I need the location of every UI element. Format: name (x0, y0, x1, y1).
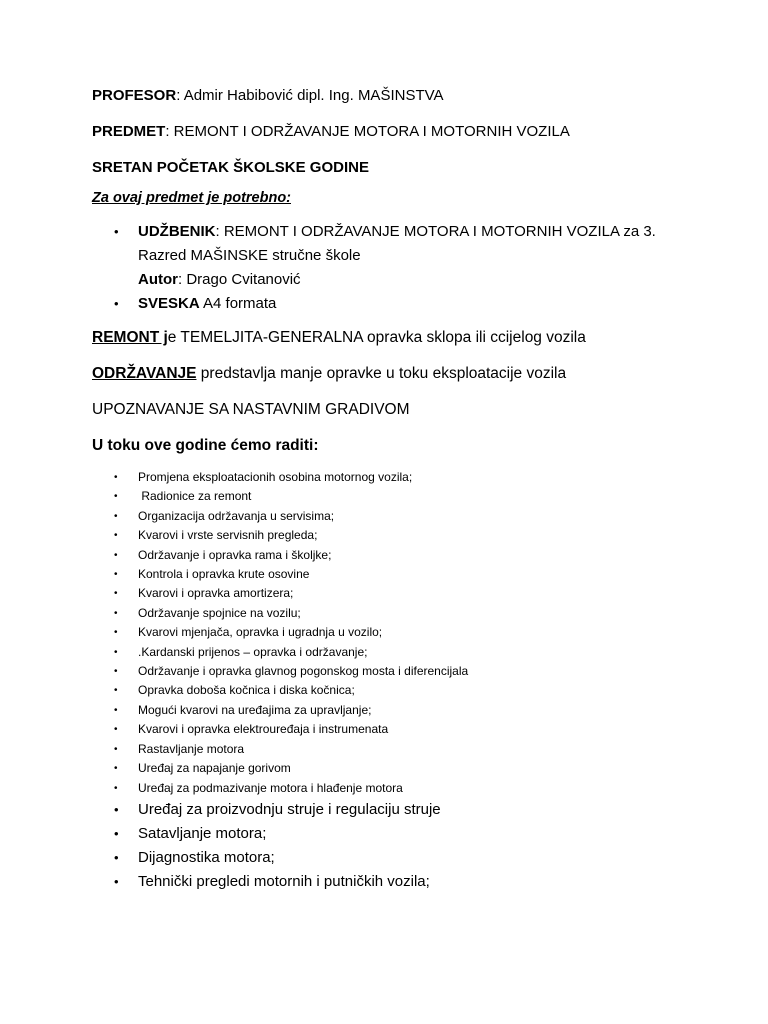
topic-text: Satavljanje motora; (138, 824, 267, 842)
bullet-icon: • (114, 666, 118, 678)
topics-list-large (92, 798, 732, 894)
bullet-icon: • (114, 607, 118, 619)
list-item (92, 468, 732, 487)
bullet-icon: • (114, 825, 119, 841)
list-item (92, 779, 732, 798)
remont-label: REMONT j (92, 329, 168, 346)
bullet-icon: • (114, 627, 118, 639)
list-item (92, 643, 732, 662)
list-item (92, 740, 732, 759)
topic-text: Radionice za remont (138, 489, 252, 504)
bullet-icon: • (114, 646, 118, 658)
bullet-icon: • (114, 801, 119, 817)
required-list (92, 220, 732, 316)
bullet-icon: • (114, 224, 119, 239)
list-item (92, 487, 732, 506)
textbook-title: : REMONT I ODRŽAVANJE MOTORA I MOTORNIH VOZILA za 3. (215, 223, 656, 240)
list-item-textbook (92, 220, 732, 292)
topic-text: Uređaj za podmazivanje motora i hlađenje motora (138, 780, 403, 795)
list-item (92, 565, 732, 584)
bullet-icon: • (114, 763, 118, 775)
topic-text: Organizacija održavanja u servisima; (138, 508, 335, 523)
topic-text: Kontrola i opravka krute osovine (138, 567, 310, 582)
list-item (92, 759, 732, 778)
subject-label: PREDMET (92, 123, 166, 140)
list-item (92, 604, 732, 623)
topic-text: Održavanje spojnice na vozilu; (138, 605, 301, 620)
list-item (92, 701, 732, 720)
author-label: Autor (138, 271, 178, 288)
textbook-grade: Razred MAŠINSKE stručne škole (138, 247, 361, 264)
bullet-icon: • (114, 704, 118, 716)
bullet-icon: • (114, 530, 118, 542)
bullet-icon: • (114, 685, 118, 697)
textbook-label: UDŽBENIK (138, 223, 216, 240)
list-item (92, 507, 732, 526)
list-item (92, 584, 732, 603)
topic-text: Kvarovi mjenjača, opravka i ugradnja u vozilo; (138, 625, 383, 640)
professor-label: PROFESOR (92, 87, 177, 104)
document-page (92, 86, 732, 894)
topic-text: Promjena eksploatacionih osobina motornog vozila; (138, 470, 413, 484)
bullet-icon: • (114, 743, 118, 755)
bullet-icon: • (114, 472, 118, 483)
list-item (92, 846, 732, 870)
bullet-icon: • (114, 849, 119, 865)
bullet-icon: • (114, 491, 118, 503)
bullet-icon: • (114, 873, 119, 889)
topic-text: Opravka doboša kočnica i diska kočnica; (138, 683, 355, 698)
list-item (92, 526, 732, 545)
topic-text: Uređaj za napajanje gorivom (138, 761, 291, 776)
remont-definition (92, 328, 732, 348)
topic-text: Rastavljanje motora (138, 741, 245, 756)
notebook-text: A4 formata (199, 295, 277, 312)
remont-text: e TEMELJITA-GENERALNA opravka sklopa ili ccijelog vozila (167, 329, 586, 346)
topic-text: .Kardanski prijenos – opravka i održavanje; (138, 644, 368, 659)
required-heading: Za ovaj predmet je potrebno: (92, 190, 291, 206)
bullet-icon: • (114, 782, 118, 794)
notebook-label: SVESKA (138, 295, 200, 312)
bullet-icon: • (114, 588, 118, 600)
subject-text: : REMONT I ODRŽAVANJE MOTORA I MOTORNIH VOZILA (165, 123, 570, 140)
topic-text: Kvarovi i opravka elektrouređaja i instrumenata (138, 722, 389, 737)
topic-text: Kvarovi i opravka amortizera; (138, 586, 294, 601)
topic-text: Uređaj za proizvodnju struje i regulaciju struje (138, 800, 441, 818)
professor-text: : Admir Habibović dipl. Ing. MAŠINSTVA (176, 87, 444, 104)
topic-text: Tehnički pregledi motornih i putničkih vozila; (138, 872, 430, 890)
year-heading: U toku ove godine ćemo raditi: (92, 437, 319, 454)
greeting-line: SRETAN POČETAK ŠKOLSKE GODINE (92, 159, 369, 176)
list-item (92, 798, 732, 822)
intro-line: UPOZNAVANJE SA NASTAVNIM GRADIVOM (92, 401, 410, 418)
bullet-icon: • (114, 569, 118, 581)
bullet-icon: • (114, 724, 118, 736)
bullet-icon: • (114, 510, 118, 522)
list-item (92, 623, 732, 642)
list-item (92, 822, 732, 846)
topic-text: Kvarovi i vrste servisnih pregleda; (138, 528, 318, 543)
list-item (92, 681, 732, 700)
odrzavanje-text: predstavlja manje opravke u toku eksploatacije vozila (196, 365, 567, 382)
topics-list-small (92, 468, 732, 798)
odrzavanje-label: ODRŽAVANJE (92, 365, 197, 382)
topic-text: Mogući kvarovi na uređajima za upravljanje; (138, 702, 372, 717)
subject-line (92, 122, 732, 142)
list-item (92, 720, 732, 739)
bullet-icon: • (114, 296, 119, 311)
topic-text: Dijagnostika motora; (138, 848, 275, 866)
list-item (92, 870, 732, 894)
odrzavanje-definition (92, 364, 732, 384)
topic-text: Održavanje i opravka rama i školjke; (138, 547, 332, 562)
list-item (92, 662, 732, 681)
professor-line (92, 86, 732, 106)
list-item-notebook (92, 292, 732, 316)
author-text: : Drago Cvitanović (178, 271, 301, 288)
topic-text: Održavanje i opravka glavnog pogonskog mosta i diferencijala (138, 664, 469, 679)
bullet-icon: • (114, 549, 118, 561)
list-item (92, 546, 732, 565)
